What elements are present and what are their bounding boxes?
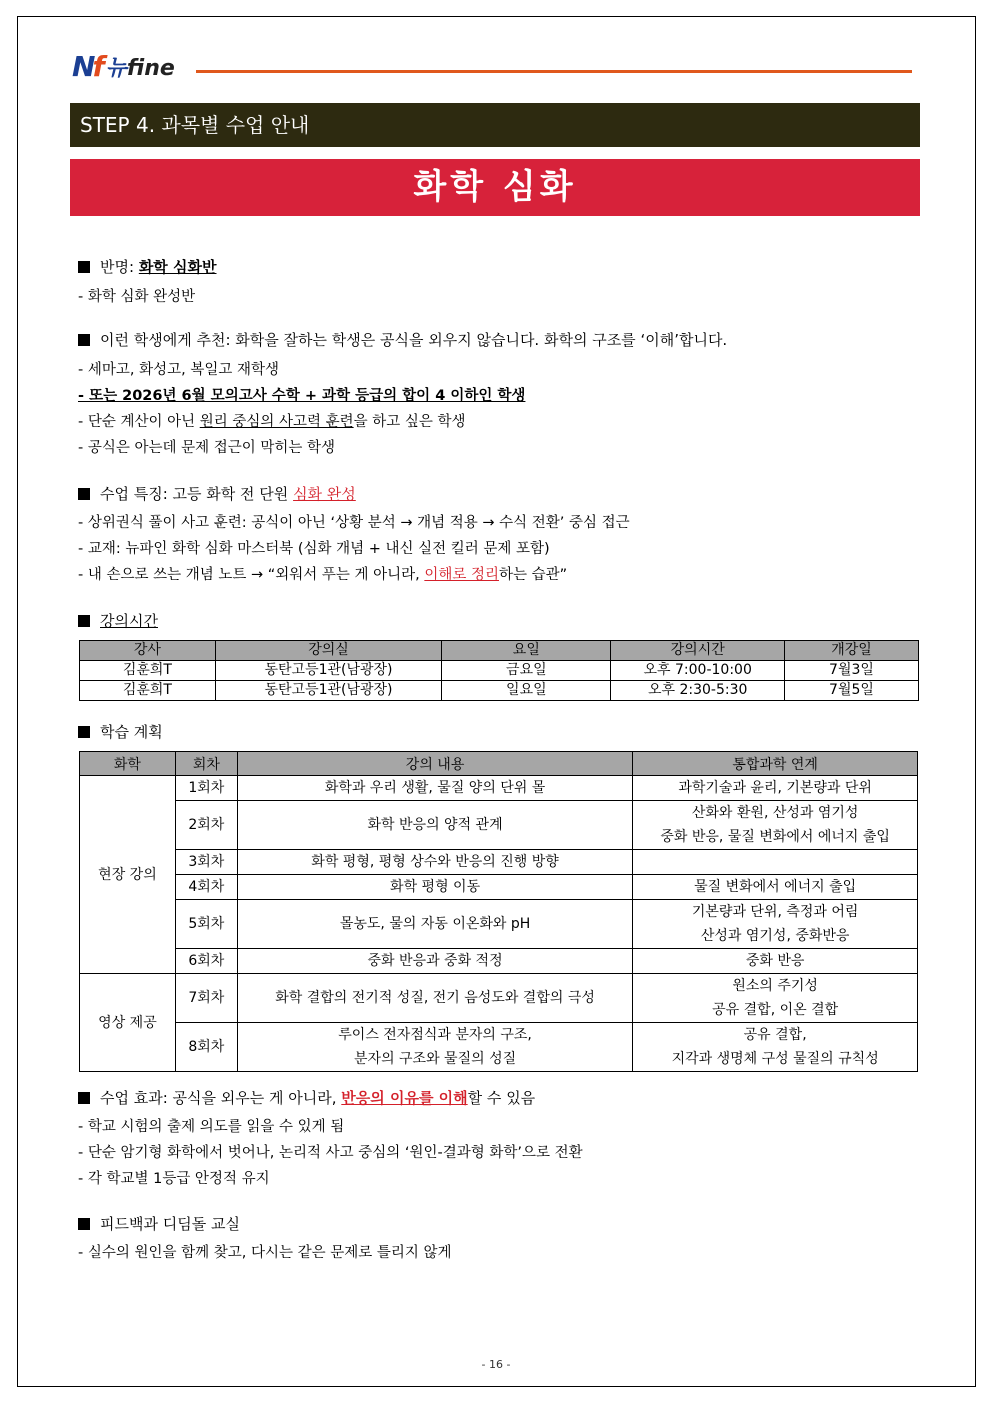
cell: 공유 결합, 지각과 생명체 구성 물질의 규칙성 xyxy=(633,1023,918,1072)
column-header: 개강일 xyxy=(784,641,918,661)
cell: 화학과 우리 생활, 물질 양의 단위 몰 xyxy=(237,776,633,801)
logo-text: 뉴fine xyxy=(105,56,175,81)
table-row xyxy=(80,661,919,681)
cell: 오후 2:30-5:30 xyxy=(611,681,785,701)
square-bullet-icon xyxy=(78,615,90,627)
table-row xyxy=(80,681,919,701)
class-name-item: - 화학 심화 완성반 xyxy=(78,289,196,305)
cell: 물질 변화에서 에너지 출입 xyxy=(633,875,918,900)
section-plan: 학습 계획 xyxy=(78,721,163,742)
cell: 김훈희T xyxy=(80,681,216,701)
section-recommend: 이런 학생에게 추천: 화학을 잘하는 학생은 공식을 외우지 않습니다. 화학의 구조를 ‘이해’합니다. xyxy=(78,329,727,350)
cell: 동탄고등1관(남광장) xyxy=(215,661,441,681)
cell: 4회차 xyxy=(175,875,237,900)
section-class-name: 반명: 화학 심화반 xyxy=(78,256,217,277)
cell: 오후 7:00-10:00 xyxy=(611,661,785,681)
logo-mark: Nf xyxy=(72,50,102,83)
cell: 기본량과 단위, 측정과 어림 산성과 염기성, 중화반응 xyxy=(633,900,918,949)
cell: 동탄고등1관(남광장) xyxy=(215,681,441,701)
square-bullet-icon xyxy=(78,726,90,738)
cell: 7월3일 xyxy=(784,661,918,681)
table-row xyxy=(80,949,918,974)
feedback-item: - 실수의 원인을 함께 찾고, 다시는 같은 문제로 틀리지 않게 xyxy=(78,1245,452,1261)
cell: 중화 반응과 중화 적정 xyxy=(237,949,633,974)
cell: 7월5일 xyxy=(784,681,918,701)
table-row xyxy=(80,776,918,801)
cell: 원소의 주기성 공유 결합, 이온 결합 xyxy=(633,974,918,1023)
cell: 일요일 xyxy=(442,681,611,701)
cell: 루이스 전자점식과 분자의 구조, 분자의 구조와 물질의 성질 xyxy=(237,1023,633,1072)
column-header: 회차 xyxy=(175,752,237,776)
header-divider xyxy=(196,70,912,73)
square-bullet-icon xyxy=(78,261,90,273)
cell: 몰농도, 물의 자동 이온화와 pH xyxy=(237,900,633,949)
column-header: 통합과학 연계 xyxy=(633,752,918,776)
page-number: - 16 - xyxy=(481,1358,511,1371)
column-header: 강사 xyxy=(80,641,216,661)
effect-item: - 학교 시험의 출제 의도를 읽을 수 있게 됨 xyxy=(78,1119,345,1135)
cell: 8회차 xyxy=(175,1023,237,1072)
column-header: 강의시간 xyxy=(611,641,785,661)
step-heading: STEP 4. 과목별 수업 안내 xyxy=(70,103,920,147)
feature-item: - 내 손으로 쓰는 개념 노트 → “외워서 푸는 게 아니라, 이해로 정리하는 습관” xyxy=(78,567,568,583)
table-row xyxy=(80,1023,918,1072)
cell: 7회차 xyxy=(175,974,237,1023)
cell: 산화와 환원, 산성과 염기성 중화 반응, 물질 변화에서 에너지 출입 xyxy=(633,801,918,850)
cell: 1회차 xyxy=(175,776,237,801)
table-row xyxy=(80,875,918,900)
recommend-item: - 또는 2026년 6월 모의고사 수학 + 과학 등급의 합이 4 이하인 학생 xyxy=(78,388,526,404)
table-header-row xyxy=(80,641,919,661)
class-name-value: 화학 심화반 xyxy=(138,258,217,276)
recommend-item: - 공식은 아는데 문제 접근이 막히는 학생 xyxy=(78,440,335,456)
cell: 화학 반응의 양적 관계 xyxy=(237,801,633,850)
cell: 2회차 xyxy=(175,801,237,850)
column-header: 강의실 xyxy=(215,641,441,661)
cell xyxy=(633,850,918,875)
recommend-item: - 단순 계산이 아닌 원리 중심의 사고력 훈련을 하고 싶은 학생 xyxy=(78,414,466,430)
section-features: 수업 특징: 고등 화학 전 단원 심화 완성 xyxy=(78,483,356,504)
logo xyxy=(72,48,175,82)
feature-item: - 상위권식 풀이 사고 훈련: 공식이 아닌 ‘상황 분석 → 개념 적용 → 수식 전환’ 중심 접근 xyxy=(78,515,630,531)
square-bullet-icon xyxy=(78,1218,90,1230)
cell: 금요일 xyxy=(442,661,611,681)
feature-item: - 교재: 뉴파인 화학 심화 마스터북 (심화 개념 + 내신 실전 킬러 문제 포함) xyxy=(78,541,550,557)
page-title: 화학 심화 xyxy=(70,159,920,216)
cell: 화학 평형 이동 xyxy=(237,875,633,900)
section-effects: 수업 효과: 공식을 외우는 게 아니라, 반응의 이유를 이해할 수 있음 xyxy=(78,1087,535,1108)
square-bullet-icon xyxy=(78,334,90,346)
cell: 5회차 xyxy=(175,900,237,949)
square-bullet-icon xyxy=(78,1092,90,1104)
table-row xyxy=(80,974,918,1023)
plan-table xyxy=(79,751,918,1072)
column-header: 강의 내용 xyxy=(237,752,633,776)
section-schedule: 강의시간 xyxy=(78,610,158,631)
effect-item: - 단순 암기형 화학에서 벗어나, 논리적 사고 중심의 ‘원인-결과형 화학’으로 전환 xyxy=(78,1145,583,1161)
column-header: 화학 xyxy=(80,752,176,776)
group-cell: 현장 강의 xyxy=(80,776,176,974)
group-cell: 영상 제공 xyxy=(80,974,176,1072)
recommend-item: - 세마고, 화성고, 복일고 재학생 xyxy=(78,362,279,378)
cell: 과학기술과 윤리, 기본량과 단위 xyxy=(633,776,918,801)
cell: 3회차 xyxy=(175,850,237,875)
table-row xyxy=(80,850,918,875)
cell: 화학 평형, 평형 상수와 반응의 진행 방향 xyxy=(237,850,633,875)
column-header: 요일 xyxy=(442,641,611,661)
cell: 6회차 xyxy=(175,949,237,974)
table-row xyxy=(80,900,918,949)
cell: 김훈희T xyxy=(80,661,216,681)
cell: 화학 결합의 전기적 성질, 전기 음성도와 결합의 극성 xyxy=(237,974,633,1023)
cell: 중화 반응 xyxy=(633,949,918,974)
table-header-row xyxy=(80,752,918,776)
effect-item: - 각 학교별 1등급 안정적 유지 xyxy=(78,1171,270,1187)
square-bullet-icon xyxy=(78,488,90,500)
schedule-table xyxy=(79,640,919,701)
section-feedback: 피드백과 디딤돌 교실 xyxy=(78,1213,240,1234)
table-row xyxy=(80,801,918,850)
